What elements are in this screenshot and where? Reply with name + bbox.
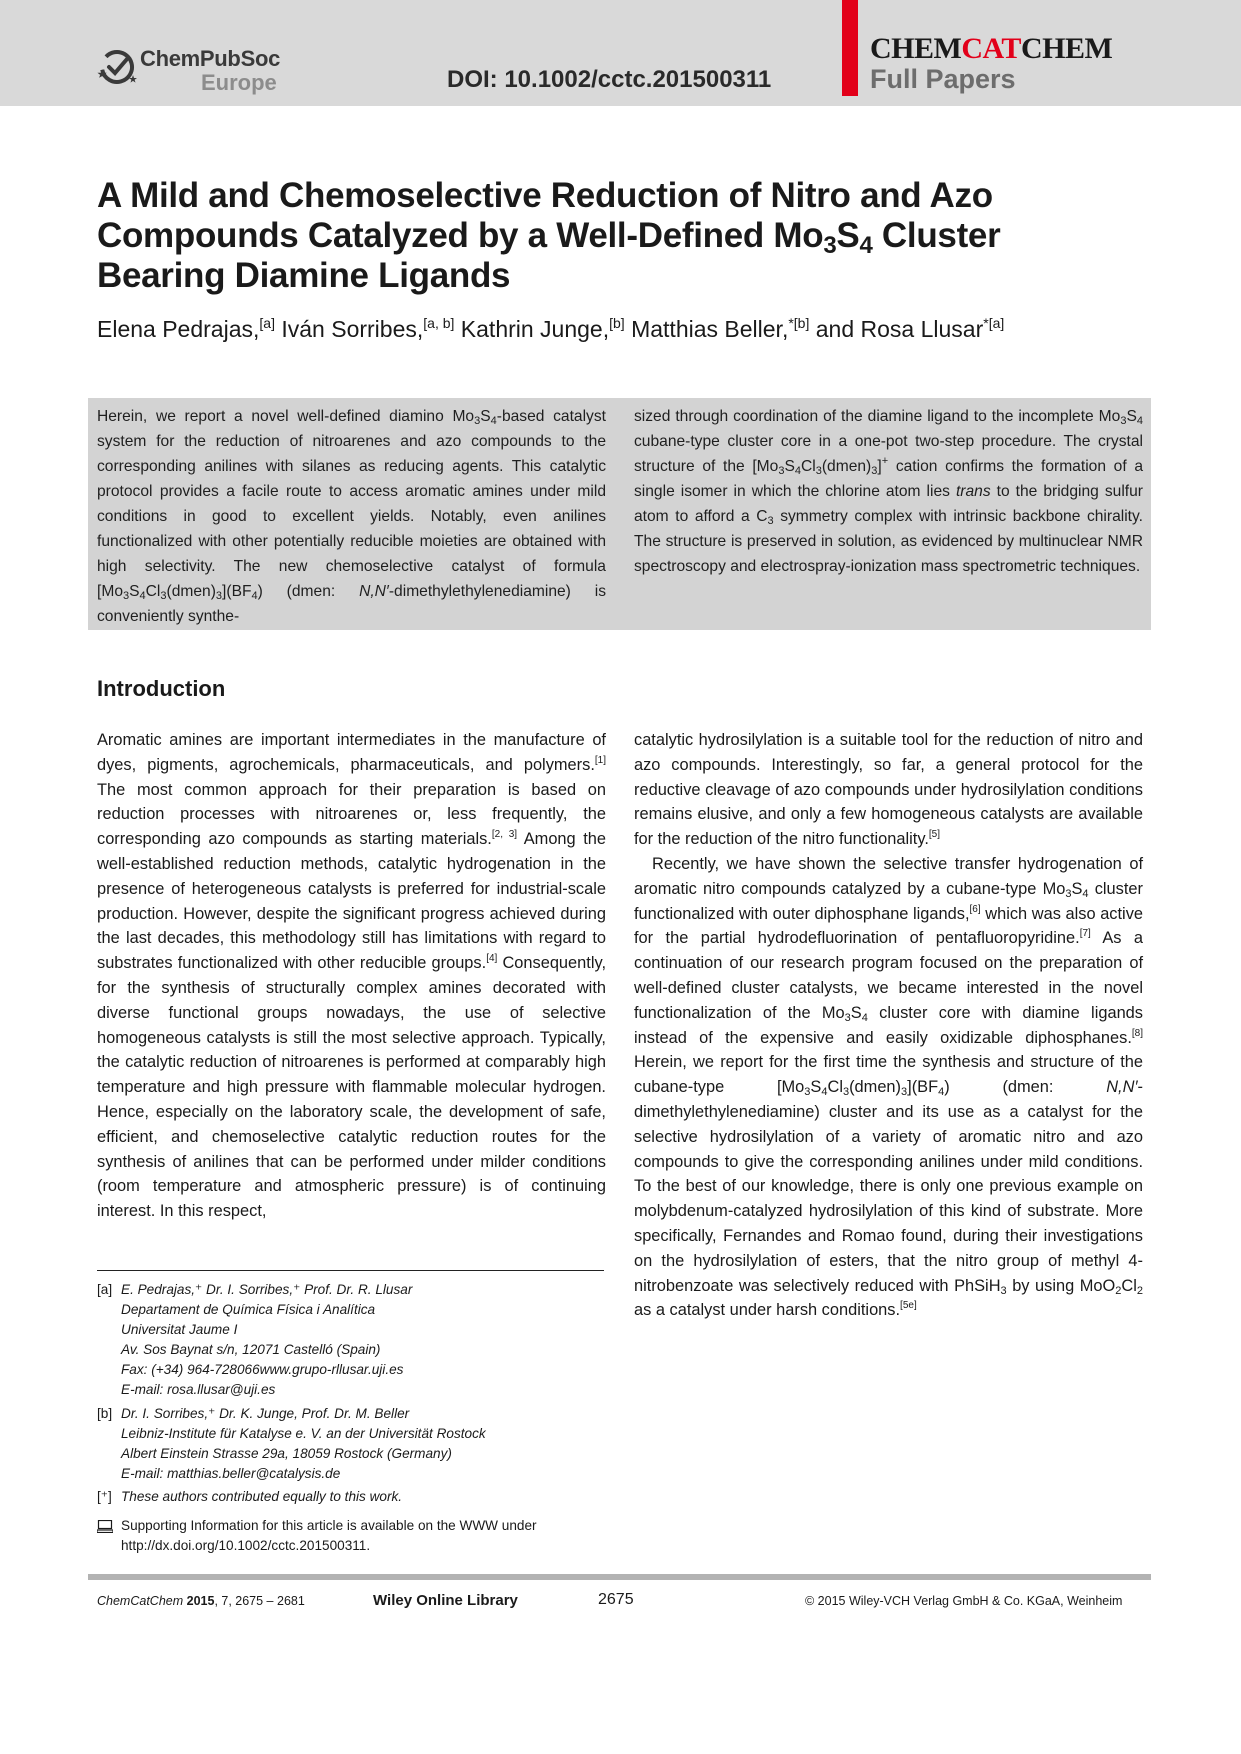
citation-link[interactable]: [5] <box>928 829 941 841</box>
supporting-information-note <box>97 1516 617 1556</box>
affiliation-a <box>97 1280 617 1400</box>
copyright-notice: © 2015 Wiley-VCH Verlag GmbH & Co. KGaA, Weinheim <box>805 1594 1123 1608</box>
publisher-name: ChemPubSoc <box>140 46 281 71</box>
affiliation-b <box>97 1404 617 1484</box>
supporting-information-text: Supporting Information for this article is available on the WWW under <box>121 1518 537 1533</box>
computer-icon <box>97 1520 113 1533</box>
section-heading-introduction: Introduction <box>97 676 226 701</box>
citation-link[interactable]: [2, 3] <box>491 829 518 841</box>
affiliation-tag: [a] <box>97 1282 113 1297</box>
abstract-left-column: Herein, we report a novel well-defined diamino $Mo_3S_4$-based catalyst system for the reduction of nitroarenes and azo compounds to the corresponding anilines with silanes as reducing agents. This catalytic protocol provides a facile route to access aromatic amines under mild conditions in good to excellent yields. Notably, even anilines functionalized with other potentially reducible moieties are obtained with high selectivity. The new chemoselective catalyst of formula $[Mo_3S_4Cl_3(dmen)_3](BF_4)$ (dmen: N,N′-dimethylethylenediamine) is conveniently synthe- <box>97 408 606 625</box>
affiliation-line: E. Pedrajas,⁺ Dr. I. Sorribes,⁺ Prof. Dr. R. Llusar <box>121 1282 413 1297</box>
author-name[interactable]: Iván Sorribes, <box>281 316 424 342</box>
affiliation-tag: [b] <box>97 1406 113 1421</box>
author-affiliation-mark: *[b] <box>788 315 810 331</box>
affiliation-line: Albert Einstein Strasse 29a, 18059 Rostock (Germany) <box>121 1446 452 1461</box>
citation-link[interactable]: [6] <box>969 903 981 915</box>
affiliation-tag: [⁺] <box>97 1489 112 1504</box>
author-affiliation-mark: [a, b] <box>423 315 455 331</box>
affiliation-line: Av. Sos Baynat s/n, 12071 Castelló (Spain) <box>121 1342 381 1357</box>
author-name[interactable]: Matthias Beller, <box>631 316 789 342</box>
page-number: 2675 <box>598 1591 634 1608</box>
affiliation-email-link[interactable]: E-mail: matthias.beller@catalysis.de <box>121 1466 341 1481</box>
affiliation-fax-line[interactable]: Fax: (+34) 964-728066www.grupo-rllusar.uji.es <box>121 1362 404 1377</box>
affiliation-line: Universitat Jaume I <box>121 1322 238 1337</box>
footer-rule <box>88 1574 1151 1580</box>
publisher-logo[interactable] <box>97 42 287 98</box>
equal-contribution-note <box>97 1487 617 1507</box>
author-name[interactable]: Elena Pedrajas, <box>97 316 260 342</box>
title-line-3: Bearing Diamine Ligands <box>97 256 511 295</box>
citation-link[interactable]: [1] <box>594 754 606 766</box>
author-affiliation-mark: [a] <box>259 315 275 331</box>
citation-link[interactable]: [4] <box>486 953 498 965</box>
affiliation-line: Leibniz-Institute für Katalyse e. V. an der Universität Rostock <box>121 1426 486 1441</box>
body-left-column <box>97 728 606 1224</box>
citation-link[interactable]: [7] <box>1079 928 1091 940</box>
affiliation-divider <box>97 1270 604 1271</box>
publisher-region: Europe <box>201 70 277 95</box>
body-paragraph: Recently, we have shown the selective transfer hydrogenation of aromatic nitro compounds catalyzed by a cubane-type $Mo_3S_4$ cluster functionalized with outer diphosphane ligands,[6] which was also active for the partial hydrodefluorination of pentafluoropyridine.[7] As a continuation of our research program focused on the preparation of well-defined cluster catalysts, we became interested in the novel functionalization of the $Mo_3S_4$ cluster core with diamine ligands instead of the expensive and easily oxidizable diphosphanes.[8] Herein, we report for the first time the synthesis and structure of the cubane-type $[Mo_3S_4Cl_3(dmen)_3](BF_4)$ (dmen: N,N′-dimethylethylenediamine) cluster and its use as a catalyst for the selective hydrosilylation of a variety of aromatic nitro and azo compounds to give the corresponding anilines under mild conditions. To the best of our knowledge, there is only one previous example on molybdenum-catalyzed hydrosilylation of this kind of substrate. More specifically, Fernandes and Romao found, during their investigations on the hydrosilylation of esters, that the nitro group of methyl 4-nitrobenzoate was selectively reduced with PhSiH$_3$ by using $MoO_2Cl_2$ as a catalyst under harsh conditions.[5e] <box>634 854 1144 1320</box>
equal-contribution-text: These authors contributed equally to this work. <box>121 1489 403 1504</box>
abstract-right-column: sized through coordination of the diamine ligand to the incomplete $Mo_3S_4$ cubane-type cluster core in a one-pot two-step procedure. The crystal structure of the $[Mo_3S_4Cl_3(dmen)_3]^+$ cation confirms the formation of a single isomer in which the chlorine atom lies trans to the bridging sulfur atom to afford a $C_3$ symmetry complex with intrinsic backbone chirality. The structure is preserved in solution, as evidenced by multinuclear NMR spectroscopy and electrospray-ionization mass spectrometric techniques. <box>634 408 1143 575</box>
journal-name[interactable] <box>870 32 1112 66</box>
title-line-2: Compounds Catalyzed by a Well-Defined $Mo_3S_4$ Cluster <box>97 216 1001 259</box>
body-paragraph: Aromatic amines are important intermediates in the manufacture of dyes, pigments, agrochemicals, pharmaceuticals, and polymers.[1] The most common approach for their preparation is based on reduction processes with nitroarenes or, less frequently, the corresponding azo compounds as starting materials.[2, 3] Among the well-established reduction methods, catalytic hydrogenation in the presence of heterogeneous catalysts is preferred for industrial-scale production. However, despite the significant progress achieved during the last decades, this methodology still has limitations with regard to substrates functionalized with other reducible groups.[4] Consequently, for the synthesis of structurally complex amines decorated with diverse functional groups nowadays, the use of selective homogeneous catalysts is still the most selective approach. Typically, the catalytic reduction of nitroarenes is performed at comparably high temperature and high pressure with flammable molecular hydrogen. Hence, especially on the laboratory scale, the development of safe, efficient, and chemoselective catalytic reduction routes for the synthesis of anilines that can be performed under milder conditions (room temperature and atmospheric pressure) is of continuing interest. In this respect, <box>97 731 607 1221</box>
journal-name-part2: CAT <box>961 32 1021 65</box>
supporting-information-link[interactable]: http://dx.doi.org/10.1002/cctc.201500311. <box>121 1538 371 1553</box>
section-type: Full Papers <box>870 64 1016 94</box>
affiliation-line: Departament de Química Física i Analítica <box>121 1302 376 1317</box>
footer-citation: ChemCatChem 2015, 7, 2675 – 2681 <box>97 1594 305 1608</box>
body-right-column <box>634 728 1143 1323</box>
author-name[interactable]: and Rosa Llusar <box>815 316 984 342</box>
citation-link[interactable]: [8] <box>1131 1027 1143 1039</box>
article-title <box>97 176 1097 296</box>
journal-name-part1: CHEM <box>870 32 962 65</box>
author-name[interactable]: Kathrin Junge, <box>460 316 610 342</box>
author-list <box>97 316 1157 343</box>
body-paragraph: catalytic hydrosilylation is a suitable tool for the reduction of nitro and azo compounds. Interestingly, so far, a general protocol for the reductive cleavage of azo compounds under hydrosilylation conditions remains elusive, and only a few homogeneous catalysts are available for the reduction of the nitro functionality.[5] <box>634 731 1143 849</box>
author-affiliation-mark: *[a] <box>983 315 1005 331</box>
wiley-online-library-link[interactable]: Wiley Online Library <box>373 1592 518 1609</box>
affiliation-email-link[interactable]: E-mail: rosa.llusar@uji.es <box>121 1382 276 1397</box>
accent-bar <box>842 0 858 96</box>
doi-label[interactable]: DOI: 10.1002/cctc.201500311 <box>447 66 772 93</box>
title-line-1: A Mild and Chemoselective Reduction of Nitro and Azo <box>97 176 993 215</box>
chempubsoc-emblem-icon <box>97 45 139 89</box>
journal-name-part3: CHEM <box>1020 32 1113 65</box>
citation-link[interactable]: [5e] <box>900 1300 917 1312</box>
affiliation-line: Dr. I. Sorribes,⁺ Dr. K. Junge, Prof. Dr. M. Beller <box>121 1406 410 1421</box>
author-affiliation-mark: [b] <box>609 315 625 331</box>
